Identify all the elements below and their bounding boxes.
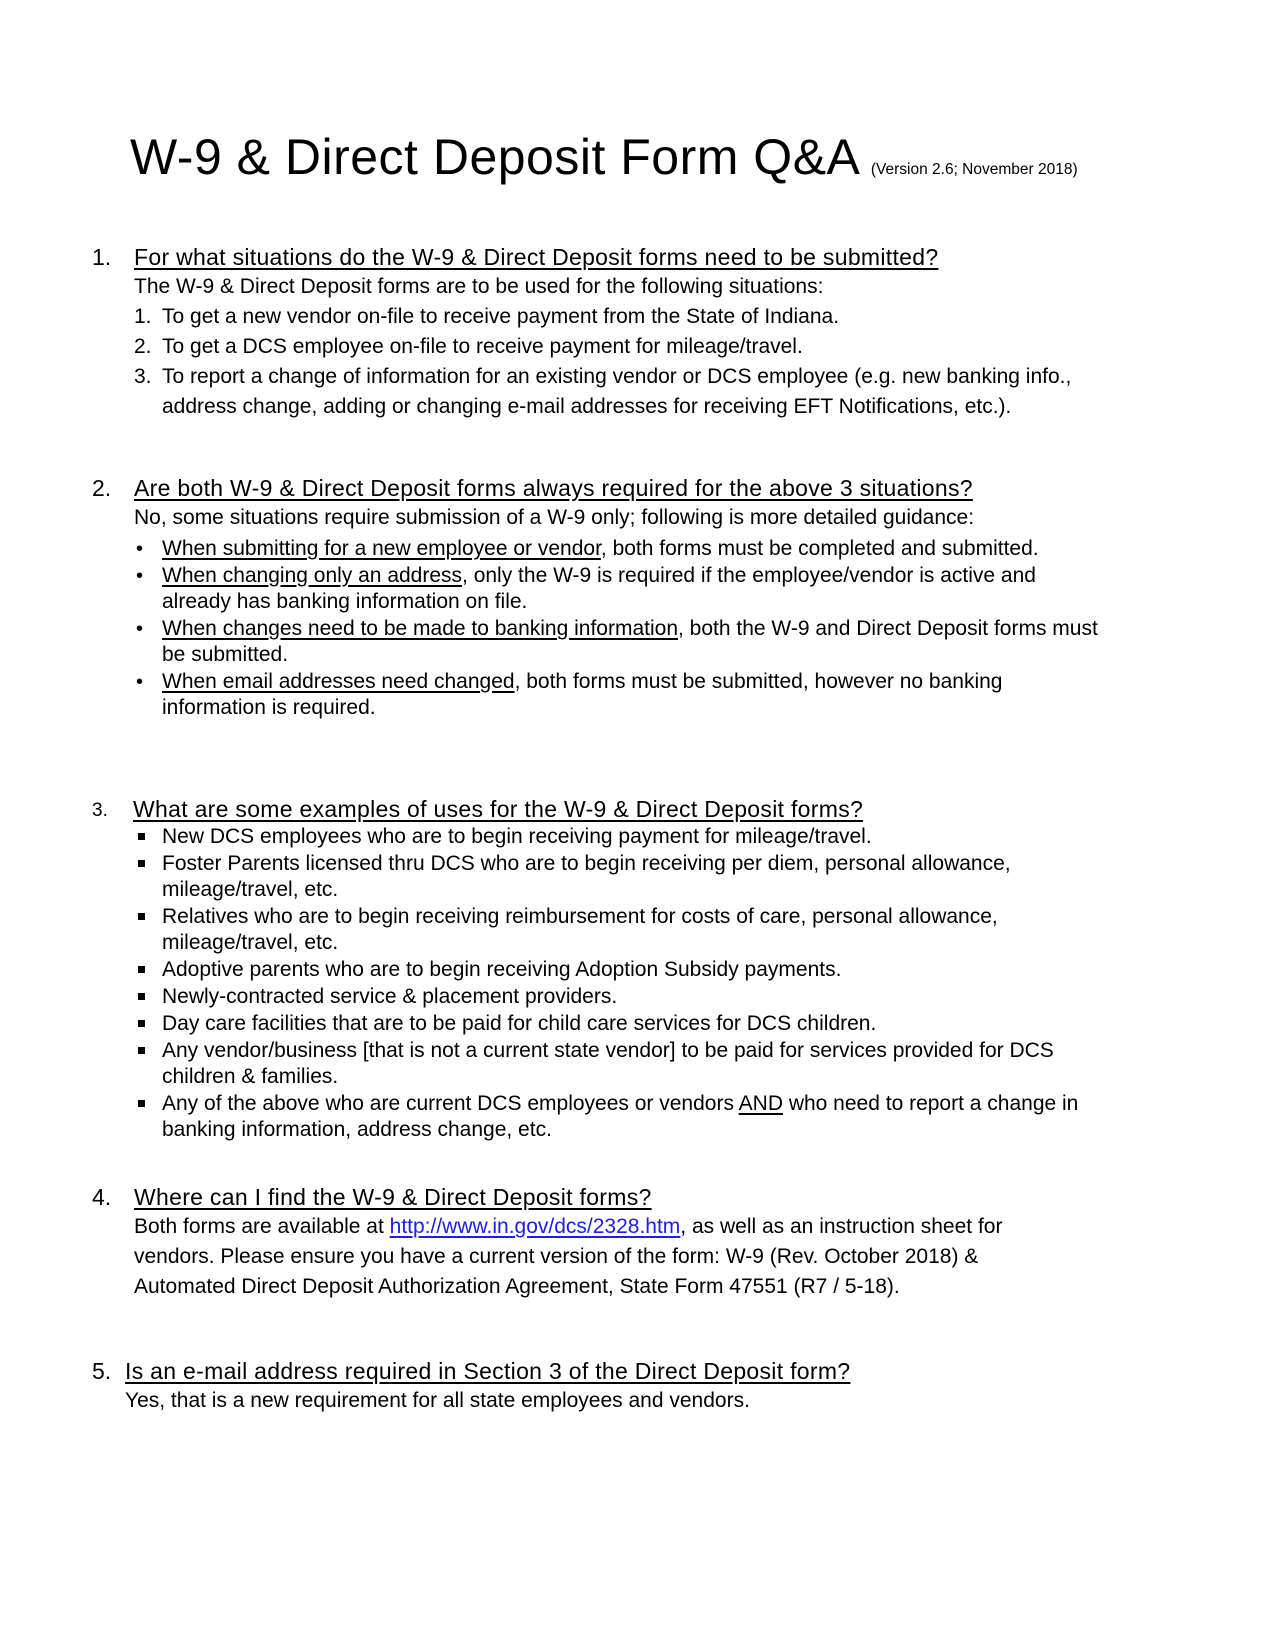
question-number: 4. [92, 1184, 112, 1210]
question-2-section [92, 473, 1182, 722]
question-number: 1. [92, 244, 112, 270]
answer-text: Both forms are available at http://www.in.gov/dcs/2328.htm, as well as an instruction sheet for vendors. Please ensure you have a current version of the form: W-9 (Rev. October 2018) & Automated Direct Deposit Authorization Agreement, State Form 47551 (R7 / 5-18). [134, 1215, 1003, 1298]
question-number: 3. [92, 800, 108, 821]
list-item: • When email addresses need changed, both forms must be submitted, however no banking information is required. [136, 670, 1003, 719]
answer-text: Yes, that is a new requirement for all state employees and vendors. [125, 1389, 750, 1412]
question-2-heading [92, 473, 1182, 503]
page-title: W-9 & Direct Deposit Form Q&A [130, 129, 861, 185]
question-4-section [92, 1182, 1182, 1302]
list-item: Foster Parents licensed thru DCS who are to begin receiving per diem, personal allowance, mileage/travel, etc. [134, 851, 1084, 903]
list-item: Relatives who are to begin receiving reimbursement for costs of care, personal allowance, mileage/travel, etc. [134, 904, 1084, 956]
bullet-icon: • [136, 565, 144, 587]
question-number: 2. [92, 475, 112, 501]
list-item: Newly-contracted service & placement providers. [134, 984, 1084, 1010]
question-1-heading [92, 242, 1182, 272]
question-text: Where can I find the W-9 & Direct Deposit forms? [134, 1184, 652, 1210]
list-item: • When submitting for a new employee or vendor, both forms must be completed and submitted. [136, 537, 1039, 560]
question-number: 5. [92, 1358, 112, 1384]
bullet-icon: • [136, 618, 144, 640]
question-4-heading [92, 1182, 1182, 1212]
list-item: 1. To get a new vendor on-file to receive payment from the State of Indiana. [134, 305, 840, 328]
forms-link[interactable]: http://www.in.gov/dcs/2328.htm [389, 1215, 681, 1238]
question-1-section [92, 242, 1182, 422]
square-bullet-icon [138, 993, 145, 1000]
list-item: Day care facilities that are to be paid for child care services for DCS children. [134, 1011, 1084, 1037]
question-5-section [92, 1356, 1182, 1416]
square-bullet-icon [138, 1020, 145, 1027]
square-bullet-icon [138, 833, 145, 840]
square-bullet-icon [138, 1047, 145, 1054]
version-label: (Version 2.6; November 2018) [870, 161, 1078, 178]
question-3-heading [92, 794, 1182, 824]
question-text: For what situations do the W-9 & Direct Deposit forms need to be submitted? [134, 244, 939, 270]
answer-intro: The W-9 & Direct Deposit forms are to be used for the following situations: [134, 275, 824, 298]
list-item: 3. To report a change of information for an existing vendor or DCS employee (e.g. new banking info., address change, adding or changing e-mail addresses for receiving EFT Notifications, etc.). [134, 365, 1072, 418]
list-item: Any of the above who are current DCS employees or vendors AND who need to report a change in banking information, address change, etc. [134, 1091, 1084, 1143]
list-item: • When changing only an address, only the W-9 is required if the employee/vendor is active and already has banking information on file. [136, 564, 1036, 613]
square-bullet-icon [138, 1100, 145, 1107]
list-item: Adoptive parents who are to begin receiving Adoption Subsidy payments. [134, 957, 1084, 983]
square-bullet-icon [138, 966, 145, 973]
question-text: Are both W-9 & Direct Deposit forms always required for the above 3 situations? [134, 475, 973, 501]
page-header [130, 128, 1078, 186]
square-bullet-icon [138, 860, 145, 867]
list-item: Any vendor/business [that is not a current state vendor] to be paid for services provided for DCS children & families. [134, 1038, 1084, 1090]
bullet-icon: • [136, 671, 144, 693]
list-item: 2. To get a DCS employee on-file to receive payment for mileage/travel. [134, 335, 803, 358]
bullet-icon: • [136, 538, 144, 560]
question-3-section [92, 794, 1182, 1144]
square-bullet-icon [138, 913, 145, 920]
question-text: Is an e-mail address required in Section 3 of the Direct Deposit form? [125, 1358, 851, 1384]
list-item: • When changes need to be made to banking information, both the W-9 and Direct Deposit forms must be submitted. [136, 617, 1098, 666]
question-5-heading [92, 1356, 1182, 1386]
question-text: What are some examples of uses for the W-9 & Direct Deposit forms? [133, 796, 864, 822]
list-item: New DCS employees who are to begin receiving payment for mileage/travel. [134, 824, 1084, 850]
answer-intro: No, some situations require submission of a W-9 only; following is more detailed guidance: [134, 506, 975, 529]
